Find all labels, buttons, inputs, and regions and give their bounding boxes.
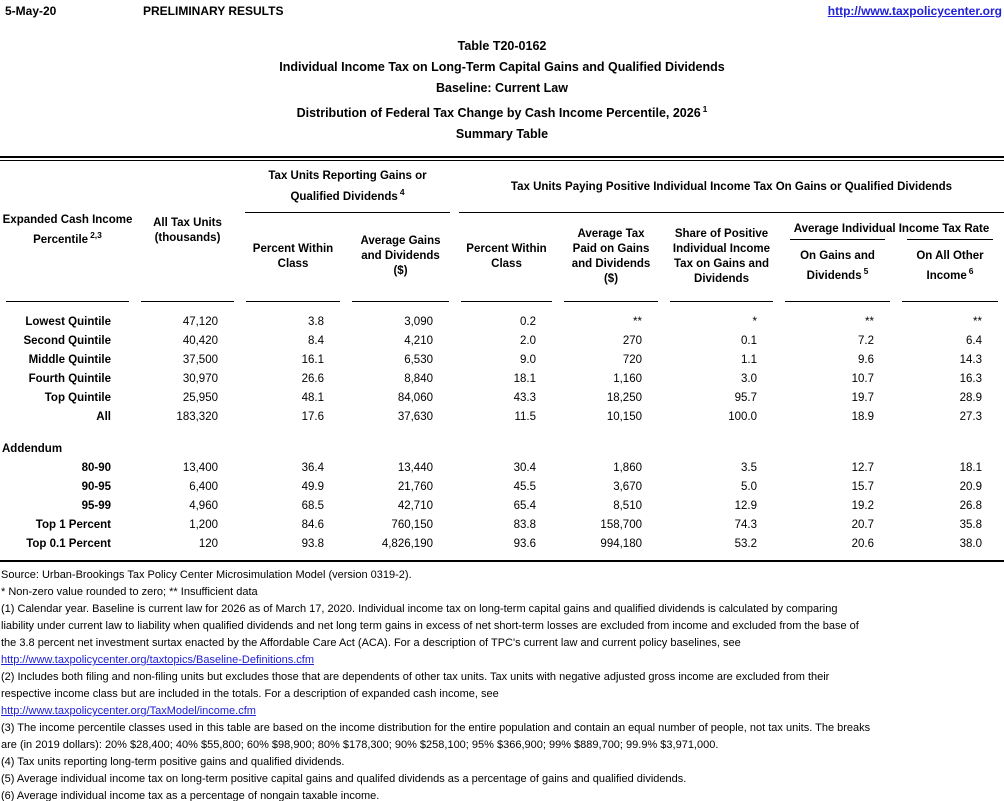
table-section (0, 313, 1004, 427)
cell-value: 720 (622, 354, 642, 367)
cell-value: 37,500 (182, 354, 218, 367)
cell-value: 30,970 (182, 373, 218, 386)
row-label: Fourth Quintile (28, 373, 111, 386)
footnote-line: respective income class but are included in the totals. For a description of expanded cash income, see (1, 688, 499, 701)
row-label: Top 0.1 Percent (26, 538, 111, 551)
table-header (0, 161, 1004, 304)
row-label: Top 1 Percent (35, 519, 111, 532)
cell-value: ** (633, 316, 642, 329)
footnote-line: the 3.8 percent net investment surtax enacted by the Affordable Care Act (ACA). For a description of TPC's current law and current policy baselines, see (1, 637, 741, 650)
col-header-average-tax-paid: Average Tax Paid on Gains and Dividends ($) (571, 227, 651, 285)
row-label: 95-99 (81, 500, 111, 513)
cell-value: 15.7 (851, 481, 874, 494)
row-label: 80-90 (81, 462, 111, 475)
table-row (0, 332, 1004, 351)
taxpolicycenter-link[interactable]: http://www.taxpolicycenter.org (827, 4, 1002, 18)
cell-value: 4,210 (404, 335, 433, 348)
cell-value: 3.5 (741, 462, 757, 475)
cell-value: 40,420 (182, 335, 218, 348)
cell-value: 270 (622, 335, 642, 348)
section-label: Addendum (2, 443, 63, 456)
cell-value: 5.0 (741, 481, 757, 494)
cell-value: 8,510 (613, 500, 642, 513)
cell-value: 3,670 (613, 481, 642, 494)
cell-value: 7.2 (858, 335, 874, 348)
cell-value: 49.9 (301, 481, 324, 494)
cell-value: 12.7 (851, 462, 874, 475)
title-main: Individual Income Tax on Long-Term Capital Gains and Qualified Dividends (279, 60, 725, 74)
cell-value: 3,090 (404, 316, 433, 329)
row-label: 90-95 (81, 481, 111, 494)
cell-value: 25,950 (182, 392, 218, 405)
cell-value: 18.1 (513, 373, 536, 386)
cell-value: 11.5 (514, 411, 536, 424)
title-summary: Summary Table (455, 127, 549, 142)
group-header-reporting-gains: Tax Units Reporting Gains or Qualified Dividends $^4$ (245, 161, 450, 213)
cell-value: 9.6 (858, 354, 874, 367)
cell-value: 1,860 (613, 462, 642, 475)
cell-value: 4,826,190 (381, 538, 433, 551)
row-label: Second Quintile (23, 335, 111, 348)
header-underline-row (0, 300, 1004, 304)
cell-value: 6,400 (189, 481, 218, 494)
cell-value: 42,710 (397, 500, 433, 513)
cell-value: 13,440 (397, 462, 433, 475)
cell-value: 18.9 (851, 411, 874, 424)
cell-value: 0.2 (520, 316, 536, 329)
table-section (0, 440, 1004, 554)
cell-value: 35.8 (959, 519, 982, 532)
cell-value: 10.7 (851, 373, 874, 386)
cell-value: 16.1 (301, 354, 324, 367)
cell-value: 84.6 (301, 519, 324, 532)
cell-value: 14.3 (959, 354, 982, 367)
cell-value: 2.0 (520, 335, 536, 348)
cell-value: 20.7 (851, 519, 874, 532)
cell-value: 95.7 (734, 392, 757, 405)
row-label: Middle Quintile (28, 354, 111, 367)
col-header-percent-within-class-2: Percent Within Class (466, 242, 547, 270)
header-bar (0, 0, 1004, 18)
cell-value: 1,200 (189, 519, 218, 532)
table-row (0, 351, 1004, 370)
row-label: Top Quintile (44, 392, 111, 405)
cell-value: 12.9 (734, 500, 757, 513)
cell-value: 68.5 (301, 500, 324, 513)
col-header-average-gains-dividends: Average Gains and Dividends ($) (360, 235, 441, 278)
table-row (0, 497, 1004, 516)
table-row (0, 516, 1004, 535)
table-row (0, 535, 1004, 554)
cell-value: 17.6 (301, 411, 324, 424)
col-header-share-positive-tax: Share of Positive Individual Income Tax on Gains and Dividends (672, 227, 771, 285)
footnote-line: (3) The income percentile classes used in this table are based on the income distribution for the entire population and contain an equal number of people, not tax units. The breaks (1, 722, 871, 735)
cell-value: * (752, 316, 757, 329)
row-label: All (96, 411, 111, 424)
table-row (0, 408, 1004, 427)
cell-value: 93.8 (301, 538, 324, 551)
table-row (0, 478, 1004, 497)
cell-value: 1,160 (613, 373, 642, 386)
footnote-line: are (in 2019 dollars): 20% $28,400; 40% $55,800; 60% $98,900; 80% $178,300; 90% $258,100; 95% $366,900; 99% $889,700; 99.9% $3,971,000. (1, 739, 719, 752)
col-header-on-all-other-income: On All Other Income $^6$ (896, 239, 1004, 284)
cell-value: 20.9 (959, 481, 982, 494)
cell-value: 37,630 (397, 411, 433, 424)
cell-value: 8,840 (404, 373, 433, 386)
cell-value: 3.8 (308, 316, 324, 329)
cell-value: 48.1 (301, 392, 324, 405)
footnotes (0, 562, 1004, 801)
cell-value: 183,320 (176, 411, 218, 424)
cell-value: 21,760 (397, 481, 433, 494)
cell-value: 84,060 (397, 392, 433, 405)
table-row (0, 459, 1004, 478)
title-footnote-sup: 1 (702, 104, 708, 114)
cell-value: 18.1 (959, 462, 982, 475)
cell-value: 18,250 (606, 392, 642, 405)
cell-value: ** (865, 316, 874, 329)
cell-value: 1.1 (741, 354, 757, 367)
cell-value: 53.2 (734, 538, 757, 551)
footnote-line (1, 652, 1004, 669)
cell-value: 994,180 (600, 538, 642, 551)
cell-value: 83.8 (513, 519, 536, 532)
cell-value: 13,400 (182, 462, 218, 475)
footnote-line: liability under current law to liability when qualified dividends and net long term gains in excess of net short-term losses are excluded from income and excluded from the base of (1, 620, 859, 633)
footnote-line: (6) Average individual income tax as a percentage of nongain taxable income. (1, 790, 380, 801)
table-row (0, 370, 1004, 389)
cell-value: 20.6 (851, 538, 874, 551)
row-label: Lowest Quintile (25, 316, 111, 329)
title-distribution: Distribution of Federal Tax Change by Cash Income Percentile, 2026 $^1$ (296, 104, 708, 121)
cell-value: 93.6 (513, 538, 536, 551)
footnote-link[interactable]: http://www.taxpolicycenter.org/taxtopics/Baseline-Definitions.cfm (1, 654, 315, 667)
cell-value: 19.7 (851, 392, 874, 405)
cell-value: 27.3 (959, 411, 982, 424)
table-body (0, 313, 1004, 554)
footnote-line: (1) Calendar year. Baseline is current law for 2026 as of March 17, 2020. Individual income tax on long-term capital gains and qualified dividends is calculated by comparing (1, 603, 838, 616)
cell-value: 158,700 (600, 519, 642, 532)
footnote-link[interactable]: http://www.taxpolicycenter.org/TaxModel/income.cfm (1, 705, 256, 718)
footnote-line (1, 703, 1004, 720)
table-row (0, 389, 1004, 408)
footnote-line: * Non-zero value rounded to zero; ** Insufficient data (1, 586, 258, 599)
footnote-line: Source: Urban-Brookings Tax Policy Center Microsimulation Model (version 0319-2). (1, 569, 412, 582)
cell-value: ** (973, 316, 982, 329)
cell-value: 9.0 (520, 354, 536, 367)
summary-table (0, 156, 1004, 562)
group-header-paying-positive-tax: Tax Units Paying Positive Individual Income Tax On Gains or Qualified Dividends (459, 161, 1004, 213)
cell-value: 45.5 (513, 481, 536, 494)
cell-value: 43.3 (513, 392, 536, 405)
page-title (0, 36, 1004, 145)
cell-value: 74.3 (734, 519, 757, 532)
group-header-average-tax-rate: Average Individual Income Tax Rate On Gains and Dividends $^5$ On All Other Income $^6$ (779, 213, 1004, 300)
col-header-percent-within-class-1: Percent Within Class (252, 242, 334, 270)
cell-value: 760,150 (391, 519, 433, 532)
cell-value: 120 (198, 538, 218, 551)
cell-value: 47,120 (182, 316, 218, 329)
title-table-number: Table T20-0162 (457, 39, 547, 53)
footnote-line: (2) Includes both filing and non-filing units but excludes those that are dependents of other tax units. Tax units with negative adjusted gross income are excluded from their (1, 671, 830, 684)
preliminary-results-banner: PRELIMINARY RESULTS (143, 4, 284, 18)
cell-value: 30.4 (513, 462, 536, 475)
cell-value: 100.0 (728, 411, 757, 424)
footnote-line: (5) Average individual income tax on long-term positive capital gains and qualifed dividends as a percentage of gains and qualified dividends. (1, 773, 687, 786)
cell-value: 8.4 (308, 335, 324, 348)
cell-value: 3.0 (741, 373, 757, 386)
col-header-expanded-cash-income: Expanded Cash Income Percentile $^{2,3}$ (2, 214, 133, 247)
cell-value: 10,150 (606, 411, 642, 424)
cell-value: 26.6 (301, 373, 324, 386)
cell-value: 65.4 (513, 500, 536, 513)
table-row (0, 313, 1004, 332)
cell-value: 28.9 (959, 392, 982, 405)
cell-value: 16.3 (959, 373, 982, 386)
cell-value: 6,530 (404, 354, 433, 367)
cell-value: 36.4 (301, 462, 324, 475)
cell-value: 38.0 (959, 538, 982, 551)
report-date: 5-May-20 (5, 4, 57, 18)
col-header-on-gains-dividends: On Gains and Dividends $^5$ (779, 239, 896, 284)
col-header-all-tax-units: All Tax Units (thousands) (153, 216, 222, 244)
title-baseline: Baseline: Current Law (436, 81, 568, 95)
cell-value: 19.2 (851, 500, 874, 513)
cell-value: 4,960 (189, 500, 218, 513)
cell-value: 0.1 (741, 335, 757, 348)
footnote-line: (4) Tax units reporting long-term positive gains and qualified dividends. (1, 756, 345, 769)
cell-value: 6.4 (966, 335, 982, 348)
cell-value: 26.8 (959, 500, 982, 513)
